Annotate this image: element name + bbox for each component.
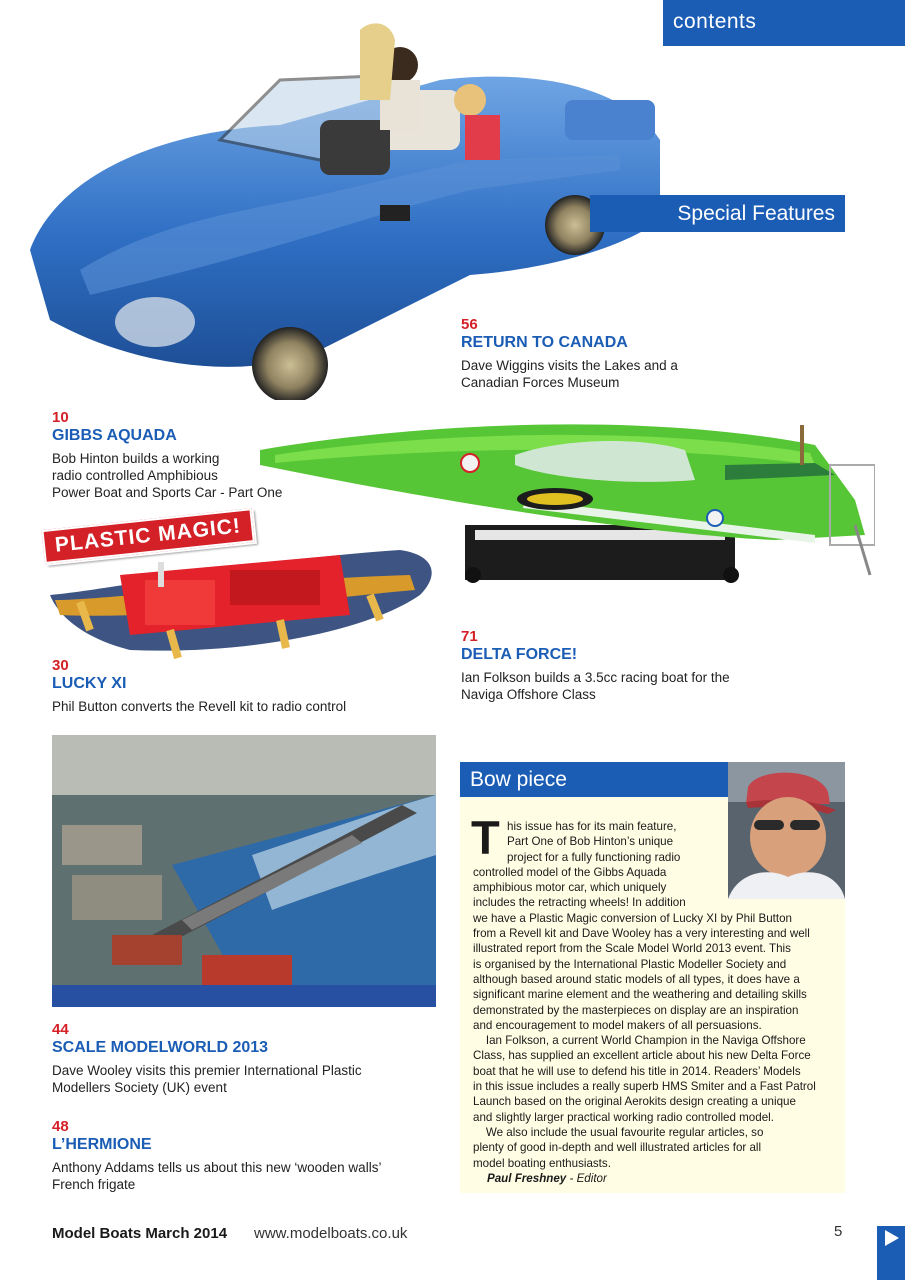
feature-desc: Naviga Offshore Class	[461, 687, 596, 702]
bow-piece-line: we have a Plastic Magic conversion of Lucky XI by Phil Button	[473, 911, 792, 925]
feature-desc: Power Boat and Sports Car - Part One	[52, 485, 283, 500]
bow-piece-line: Launch based on the original Aerokits design creating a unique	[473, 1095, 796, 1109]
bow-piece-line: Part One of Bob Hinton’s unique	[507, 835, 674, 849]
bow-piece-line: project for a fully functioning radio	[507, 850, 681, 864]
feature-desc: Ian Folkson builds a 3.5cc racing boat for the	[461, 670, 730, 685]
play-arrow-icon	[877, 1226, 905, 1280]
feature-desc: Anthony Addams tells us about this new ‘wooden walls’	[52, 1160, 382, 1175]
editor-name: Paul Freshney	[487, 1171, 567, 1185]
bow-piece-line: controlled model of the Gibbs Aquada	[473, 865, 667, 879]
feature-desc: Dave Wiggins visits the Lakes and a	[461, 358, 678, 373]
bow-piece-line: although based around static models of all types, it does have a	[473, 972, 800, 986]
bow-piece-line: boat that he will use to defend his title in 2014. Readers’ Models	[473, 1064, 801, 1078]
feature-page-number: 71	[461, 628, 478, 645]
footer-magazine-title: Model Boats March 2014	[52, 1225, 228, 1242]
bow-piece-line: illustrated report from the Scale Model World 2013 event. This	[473, 942, 791, 956]
feature-title: DELTA FORCE!	[461, 646, 578, 663]
feature-title: GIBBS AQUADA	[52, 427, 177, 444]
feature-delta-force[interactable]	[461, 628, 791, 703]
bow-piece-line: and slightly larger practical working radio controlled model.	[473, 1110, 774, 1124]
bow-piece-line: model boating enthusiasts.	[473, 1156, 611, 1170]
bow-piece-line: and encouragement to model makers of all persuasions.	[473, 1018, 762, 1032]
bow-piece-line: is organised by the International Plastic Modeller Society and	[473, 957, 787, 971]
feature-title: LUCKY XI	[52, 675, 127, 692]
next-page-button[interactable]	[877, 1226, 905, 1280]
feature-desc: Canadian Forces Museum	[461, 375, 620, 390]
feature-desc: radio controlled Amphibious	[52, 468, 218, 483]
feature-title: L’HERMIONE	[52, 1136, 152, 1153]
bow-piece-line: from a Revell kit and Dave Wooley has a very interesting and well	[473, 927, 810, 941]
bow-piece-line: includes the retracting wheels! In addition	[473, 896, 686, 910]
feature-page-number: 44	[52, 1021, 69, 1038]
feature-page-number: 48	[52, 1118, 69, 1135]
feature-desc: Dave Wooley visits this premier International Plastic	[52, 1063, 362, 1078]
bow-piece-line: significant marine element and the weathering and detailing skills	[473, 988, 807, 1002]
feature-page-number: 30	[52, 657, 69, 674]
feature-desc: Modellers Society (UK) event	[52, 1080, 227, 1095]
bow-piece-line: Ian Folkson, a current World Champion in the Naviga Offshore	[473, 1034, 806, 1048]
special-features-bar: Special Features	[590, 195, 845, 232]
contents-tab: contents	[663, 0, 905, 46]
bow-piece-line: in this issue includes a really superb HMS Smiter and a Fast Patrol	[473, 1080, 816, 1094]
feature-lhermione[interactable]	[52, 1118, 442, 1193]
bow-piece-line: demonstrated by the masterpieces on display are an inspiration	[473, 1003, 799, 1017]
bow-piece-line: amphibious motor car, which uniquely	[473, 881, 667, 895]
bow-piece-signature	[473, 1171, 843, 1186]
feature-desc: Bob Hinton builds a working	[52, 451, 220, 466]
bow-piece-line: Class, has supplied an excellent article about his new Delta Force	[473, 1049, 811, 1063]
bow-piece-drop-cap: T	[471, 811, 500, 864]
plastic-magic-badge: PLASTIC MAGIC!	[41, 508, 254, 564]
feature-return-to-canada[interactable]	[461, 316, 791, 391]
bow-piece-line: his issue has for its main feature,	[507, 820, 677, 833]
scale-modelworld-photo	[52, 735, 436, 1007]
lucky-xi-photo	[50, 540, 440, 665]
editor-role: - Editor	[566, 1171, 607, 1185]
feature-scale-modelworld[interactable]	[52, 1021, 442, 1096]
feature-gibbs-aquada[interactable]	[52, 409, 352, 501]
bow-piece-line: We also include the usual favourite regular articles, so	[473, 1125, 764, 1139]
page-number: 5	[834, 1223, 843, 1240]
feature-lucky-xi[interactable]	[52, 657, 432, 715]
feature-title: RETURN TO CANADA	[461, 334, 628, 351]
bow-piece-body	[473, 819, 843, 1186]
footer-website-link[interactable]: www.modelboats.co.uk	[254, 1225, 408, 1242]
feature-desc: Phil Button converts the Revell kit to radio control	[52, 699, 347, 714]
feature-page-number: 56	[461, 316, 478, 333]
feature-title: SCALE MODELWORLD 2013	[52, 1039, 269, 1056]
feature-page-number: 10	[52, 409, 69, 426]
bow-piece-title: Bow piece	[460, 762, 728, 797]
bow-piece-line: plenty of good in-depth and well illustrated articles for all	[473, 1141, 762, 1155]
feature-desc: French frigate	[52, 1177, 136, 1192]
